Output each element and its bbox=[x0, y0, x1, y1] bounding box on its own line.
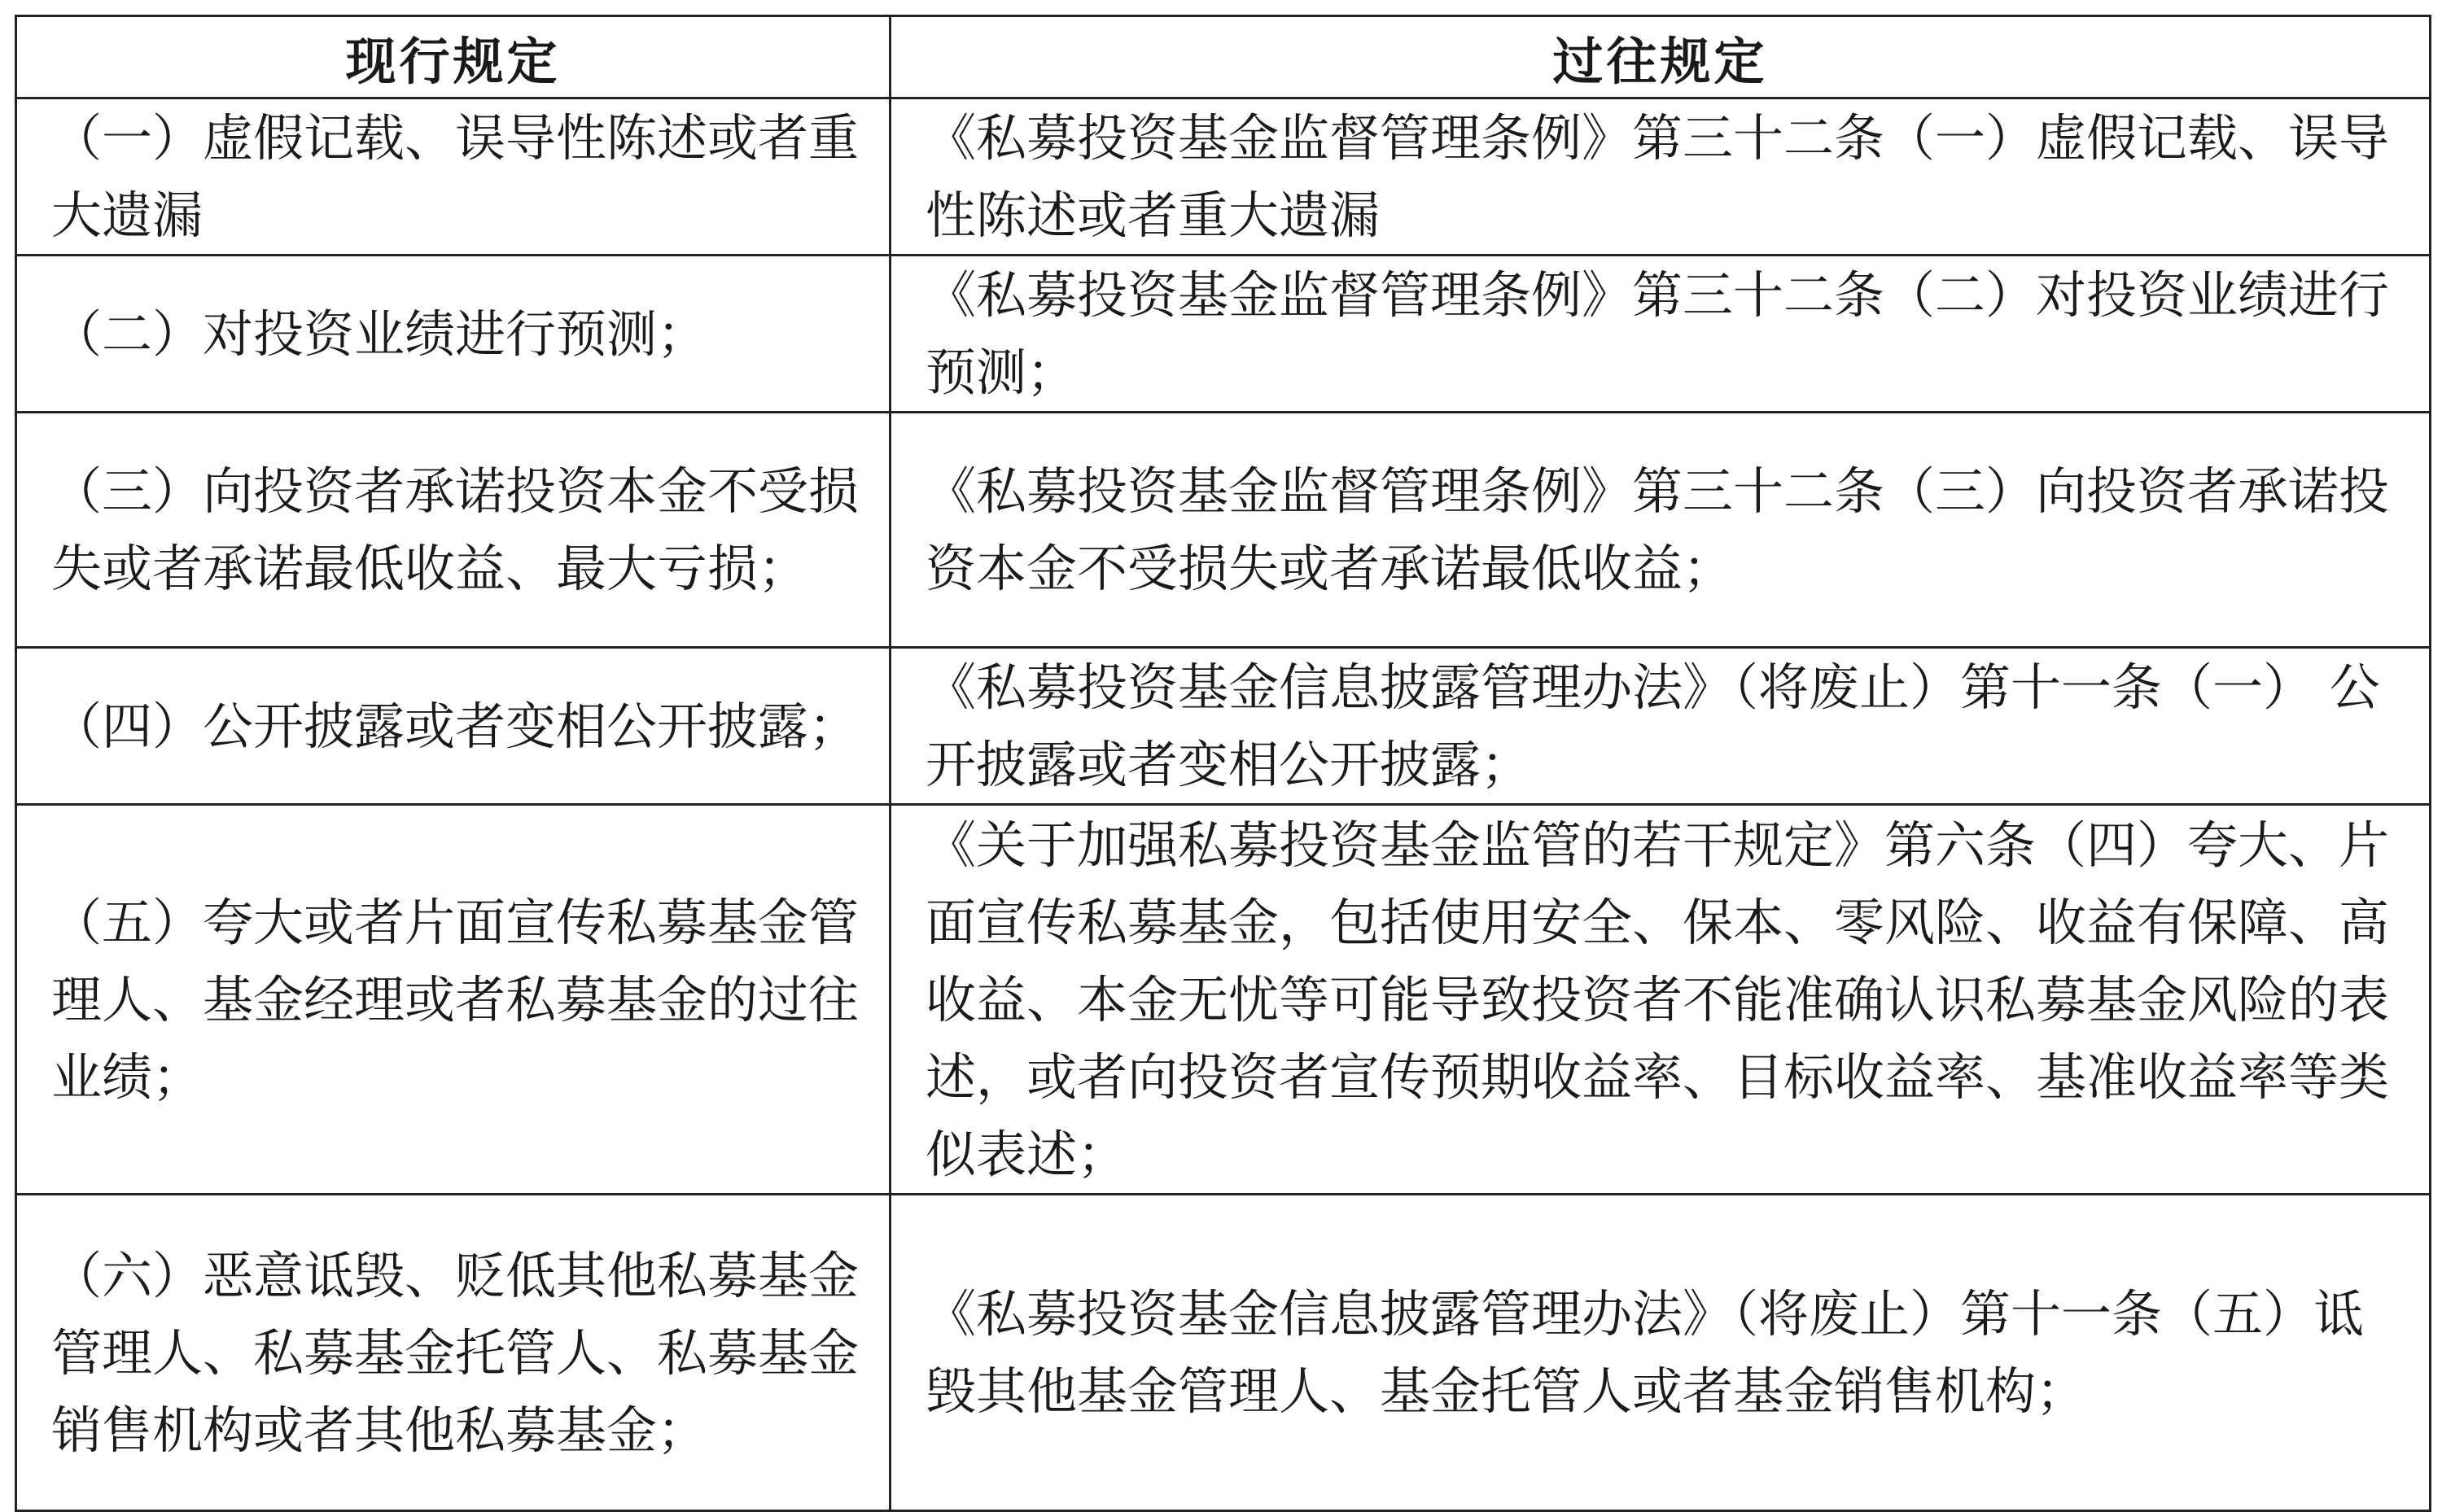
table-row bbox=[16, 1195, 2431, 1511]
current-rule-cell bbox=[16, 648, 891, 805]
current-rule-cell bbox=[16, 1195, 891, 1511]
previous-rule-text: 《私募投资基金监督管理条例》第三十二条（三）向投资者承诺投资本金不受损失或者承诺最低收益； bbox=[926, 461, 2390, 598]
table-row bbox=[16, 413, 2431, 648]
table-row bbox=[16, 648, 2431, 805]
header-current-rules: 现行规定 bbox=[16, 16, 891, 98]
current-rule-text: （五）夸大或者片面宣传私募基金管理人、基金经理或者私募基金的过往业绩； bbox=[51, 892, 860, 1107]
table-row bbox=[16, 256, 2431, 413]
current-rule-cell bbox=[16, 256, 891, 413]
current-rule-text: （一）虚假记载、误导性陈述或者重大遗漏 bbox=[51, 108, 860, 245]
previous-rule-cell bbox=[891, 98, 2431, 256]
previous-rule-text: 《私募投资基金信息披露管理办法》（将废止）第十一条（五）诋毁其他基金管理人、基金托管人或者基金销售机构； bbox=[926, 1284, 2365, 1421]
previous-rule-text: 《私募投资基金监督管理条例》第三十二条（一）虚假记载、误导性陈述或者重大遗漏 bbox=[926, 108, 2390, 245]
current-rule-cell bbox=[16, 805, 891, 1195]
previous-rule-cell bbox=[891, 256, 2431, 413]
previous-rule-cell bbox=[891, 413, 2431, 648]
regulation-comparison-table-wrapper bbox=[15, 15, 2429, 1512]
previous-rule-text: 《私募投资基金信息披露管理办法》（将废止）第十一条（一） 公开披露或者变相公开披露； bbox=[926, 658, 2380, 794]
header-previous-rules: 过往规定 bbox=[891, 16, 2431, 98]
current-rule-text: （六）恶意诋毁、贬低其他私募基金管理人、私募基金托管人、私募基金销售机构或者其他私募基金； bbox=[51, 1245, 860, 1460]
regulation-comparison-table bbox=[15, 15, 2431, 1512]
table-row bbox=[16, 805, 2431, 1195]
previous-rule-cell bbox=[891, 648, 2431, 805]
current-rule-text: （三）向投资者承诺投资本金不受损失或者承诺最低收益、最大亏损； bbox=[51, 461, 860, 598]
current-rule-cell bbox=[16, 413, 891, 648]
table-header-row bbox=[16, 16, 2431, 98]
previous-rule-text: 《私募投资基金监督管理条例》第三十二条（二）对投资业绩进行预测； bbox=[926, 265, 2390, 402]
current-rule-text: （四）公开披露或者变相公开披露； bbox=[51, 696, 860, 756]
table-row bbox=[16, 98, 2431, 256]
previous-rule-text: 《关于加强私募投资基金监管的若干规定》第六条（四）夸大、片面宣传私募基金，包括使用安全、保本、零风险、收益有保障、高收益、本金无忧等可能导致投资者不能准确认识私募基金风险的表述，或者向投资者宣传预期收益率、目标收益率、基准收益率等类似表述； bbox=[926, 815, 2390, 1184]
previous-rule-cell bbox=[891, 805, 2431, 1195]
current-rule-text: （二）对投资业绩进行预测； bbox=[51, 304, 708, 364]
current-rule-cell bbox=[16, 98, 891, 256]
previous-rule-cell bbox=[891, 1195, 2431, 1511]
